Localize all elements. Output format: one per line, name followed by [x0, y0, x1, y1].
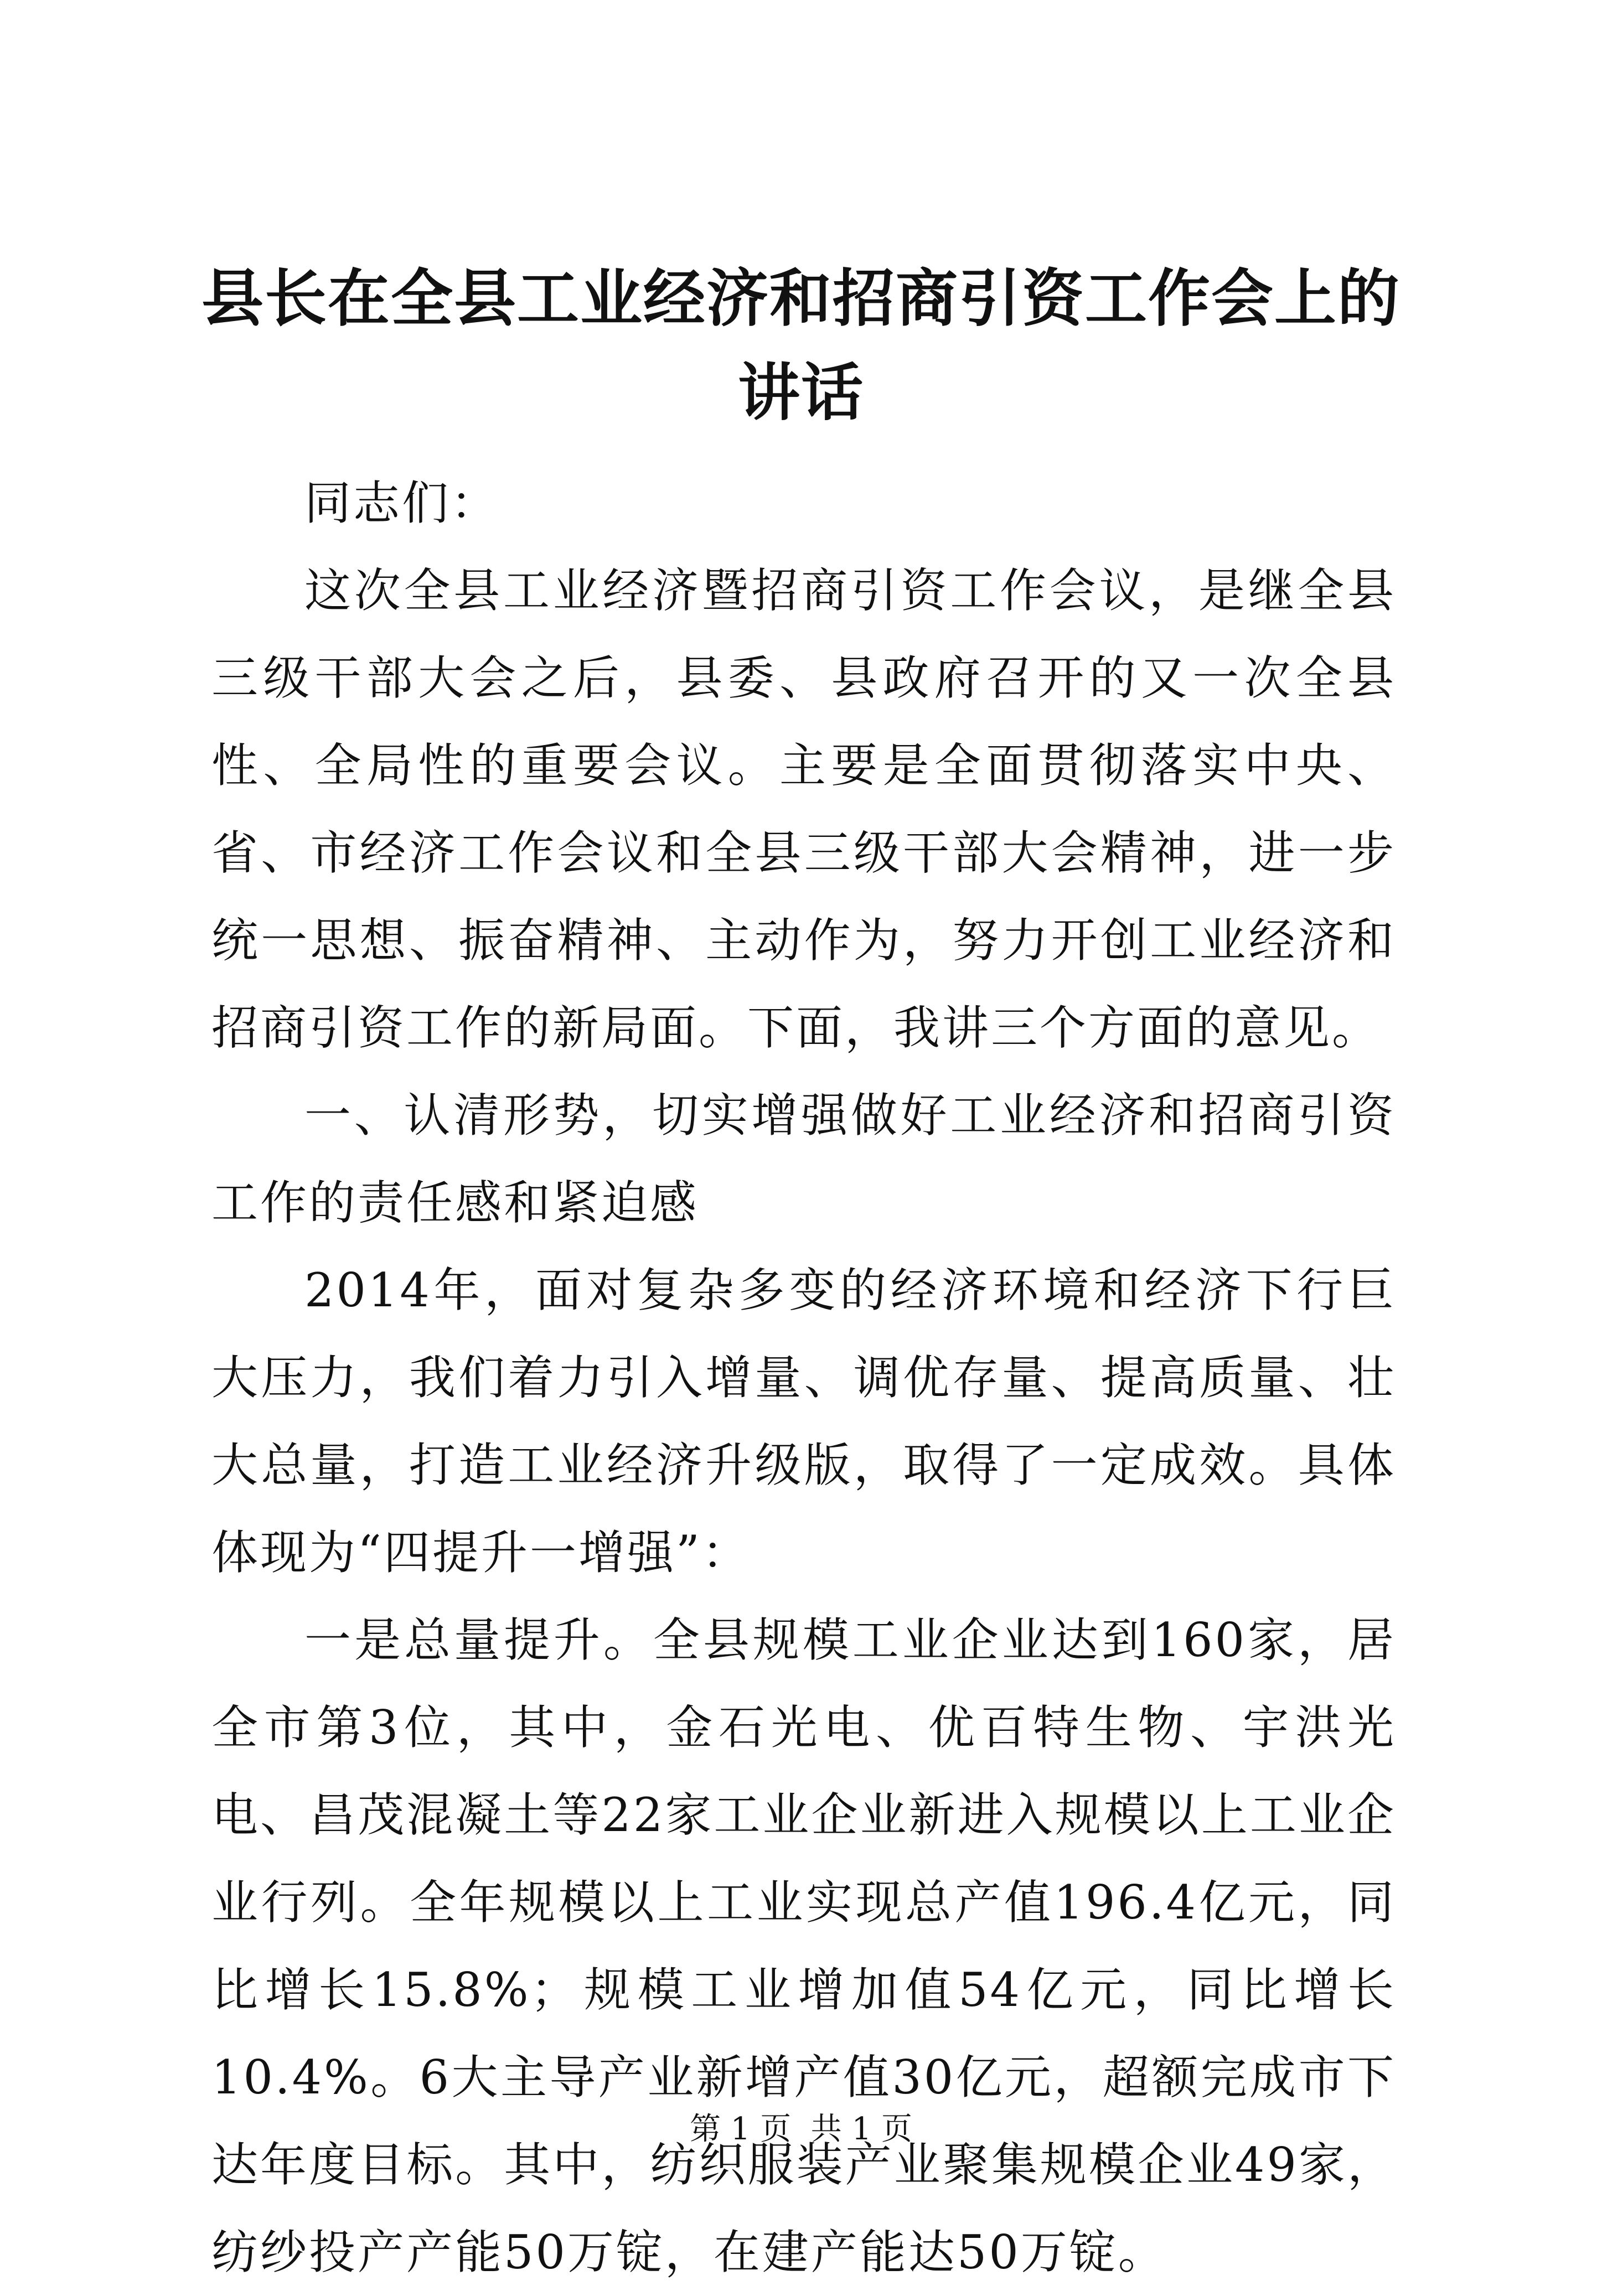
- section-heading-1: 一、认清形势，切实增强做好工业经济和招商引资工作的责任感和紧迫感: [211, 1088, 1396, 1230]
- page-number: 第 1 页 共 1 页: [689, 2111, 913, 2147]
- salutation-paragraph: 同志们：: [304, 476, 500, 530]
- intro-paragraph: 这次全县工业经济暨招商引资工作会议，是继全县三级干部大会之后，县委、县政府召开的又一次全县性、全局性的重要会议。主要是全面贯彻落实中央、省、市经济工作会议和全县三级干部大会精神，进一步统一思想、振奋精神、主动作为，努力开创工业经济和招商引资工作的新局面。下面，我讲三个方面的意见。: [211, 563, 1396, 1055]
- document-title: 县长在全县工业经济和招商引资工作会上的讲话: [201, 262, 1401, 429]
- document-body: [211, 459, 1396, 2296]
- page-footer: [0, 2110, 1602, 2149]
- total-growth-paragraph: 一是总量提升。全县规模工业企业达到160家，居全市第3位，其中，金石光电、优百特生物、宇洪光电、昌茂混凝土等22家工业企业新进入规模以上工业企业行列。全年规模以上工业实现总产值196.4亿元，同比增长15.8%；规模工业增加值54亿元，同比增长10.4%。6大主导产业新增产值30亿元，超额完成市下达年度目标。其中，纺织服装产业聚集规模企业49家，纺纱投产产能50万锭，在建产能达50万锭。: [211, 1613, 1396, 2279]
- overview-paragraph: 2014年，面对复杂多变的经济环境和经济下行巨大压力，我们着力引入增量、调优存量、提高质量、壮大总量，打造工业经济升级版，取得了一定成效。具体体现为“四提升一增强”：: [211, 1263, 1396, 1580]
